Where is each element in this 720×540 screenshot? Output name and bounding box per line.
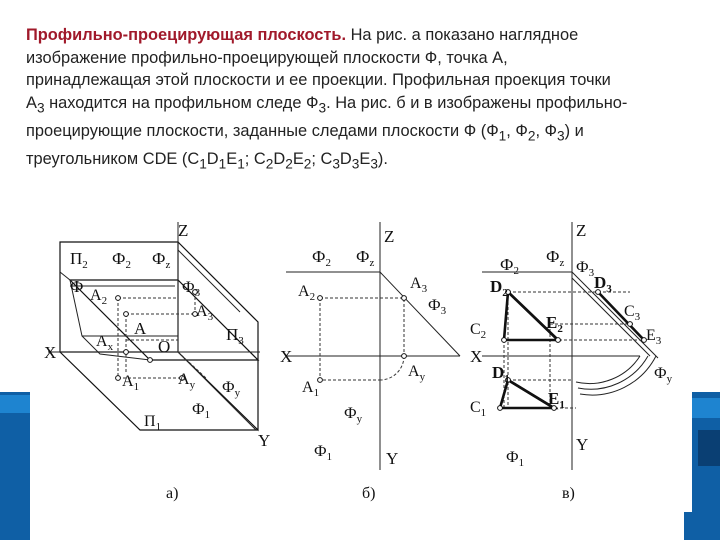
line-6: треугольником CDE ($C_1D_1E_1$; $C_2D_2E_2$; $C_3D_3E_3$).: [26, 149, 388, 171]
label-c-x: X: [470, 347, 483, 366]
paragraph: [26, 24, 696, 175]
label-a-o: O: [158, 337, 171, 356]
label-a-f2: $Ф_2$: [112, 249, 131, 271]
label-b-f1: $Ф_1$: [314, 443, 333, 463]
label-c-fy: $Ф_y$: [654, 365, 673, 385]
figure-drawing: [30, 212, 692, 512]
label-b-a1: $А_1$: [302, 379, 320, 399]
line-1: На рис. а показано наглядное: [346, 26, 579, 44]
label-b-fy: $Ф_y$: [344, 405, 363, 425]
label-a-fy: $Ф_y$: [222, 379, 241, 399]
label-a-z: Z: [178, 221, 189, 240]
figure-a: [44, 221, 270, 502]
label-c-e3: $E_3$: [646, 327, 662, 347]
label-b-f2: $Ф_2$: [312, 247, 331, 269]
label-c-c2: $C_2$: [470, 321, 487, 341]
line-4: $А_3$ находится на профильном следе $Ф_3$. На рис. б и в изображены профильно-: [26, 93, 628, 116]
label-a-f3: $Ф_3$: [182, 279, 201, 299]
caption-b: б): [362, 485, 376, 502]
label-b-a2: $А_2$: [298, 283, 316, 303]
line-2: изображение профильно-проецирующей плоскости Ф, точка А,: [26, 48, 508, 67]
label-a-a: А: [134, 319, 147, 338]
line-3: принадлежащая этой плоскости и ее проекции. Профильная проекция точки: [26, 71, 611, 90]
label-c-e1: $E_1$: [548, 389, 565, 411]
label-a-p2: $П_2$: [70, 249, 88, 271]
paragraph-lead: Профильно-проецирующая плоскость.: [26, 26, 347, 44]
label-a-ax: $А_x$: [96, 333, 114, 353]
figure: [30, 212, 692, 512]
decorative-bar-left: [0, 392, 30, 540]
label-b-z: Z: [384, 227, 395, 246]
label-b-fz: $Ф_z$: [356, 247, 375, 269]
label-c-y: Y: [576, 435, 589, 454]
label-c-z: Z: [576, 221, 587, 240]
label-a-ay: $А_y$: [178, 371, 196, 391]
decorative-bar-left-accent: [0, 395, 30, 413]
caption-a: а): [166, 485, 179, 502]
label-b-ay: $А_y$: [408, 363, 426, 383]
label-a-f: Ф: [70, 277, 84, 296]
label-c-c1: $C_1$: [470, 399, 487, 419]
line-5: проецирующие плоскости, заданные следами плоскости Ф ($Ф_1$, $Ф_2$, $Ф_3$) и: [26, 121, 584, 143]
label-c-d3: $D_3$: [594, 273, 612, 295]
label-a-y: Y: [258, 431, 271, 450]
label-a-p1: $П_1$: [144, 413, 162, 433]
label-c-f2: $Ф_2$: [500, 255, 519, 277]
label-a-a2: $А_2$: [90, 287, 108, 307]
label-c-f1: $Ф_1$: [506, 449, 525, 469]
decorative-bar-right-dark: [698, 430, 720, 466]
label-a-a1: $А_1$: [122, 373, 140, 393]
label-b-y: Y: [386, 449, 399, 468]
label-c-fz: $Ф_z$: [546, 247, 565, 269]
label-b-a3: $А_3$: [410, 275, 428, 295]
label-b-f3: $Ф_3$: [428, 297, 447, 317]
label-c-c3: $C_3$: [624, 303, 641, 323]
label-b-x: X: [280, 347, 293, 366]
label-c-e2: $E_2$: [546, 313, 563, 335]
figure-b: [280, 222, 460, 502]
figure-c: [470, 221, 673, 502]
label-a-p3: $П_3$: [226, 325, 244, 347]
label-a-x: X: [44, 343, 57, 362]
label-a-fz: $Ф_z$: [152, 249, 171, 271]
label-c-d2: $D_2$: [490, 277, 508, 299]
label-c-f3: $Ф_3$: [576, 259, 595, 279]
label-a-a3: $А_3$: [196, 303, 214, 323]
label-a-f1: $Ф_1$: [192, 401, 211, 421]
label-c-d1: $D_1$: [492, 363, 510, 385]
caption-c: в): [562, 485, 575, 502]
